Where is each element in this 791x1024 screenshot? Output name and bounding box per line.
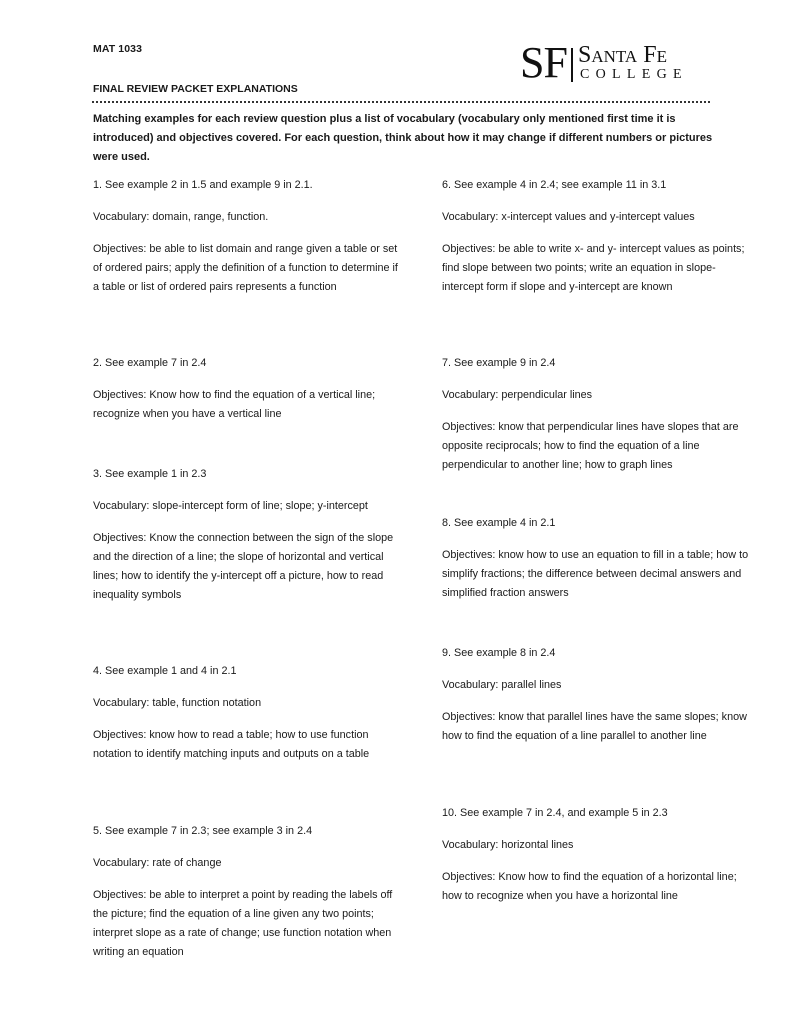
review-item-1 — [93, 176, 403, 310]
item-title: 5. See example 7 in 2.3; see example 3 in 2.4 — [93, 825, 313, 837]
item-objectives: Objectives: know how to read a table; how to use function notation to identify matching inputs and outputs on a table — [93, 729, 370, 760]
item-objectives: Objectives: be able to write x- and y- intercept values as points; find slope between two points; write an equation in slope-intercept form if slope and y-intercept are known — [442, 243, 745, 293]
intro-paragraph: Matching examples for each review question plus a list of vocabulary (vocabulary only mentioned first time it is introduced) and objectives covered. For each question, think about how it may change if different numbers or pictures were used. — [93, 113, 713, 163]
item-title: 10. See example 7 in 2.4, and example 5 in 2.3 — [442, 807, 668, 819]
header-divider — [92, 101, 710, 103]
item-vocabulary: Vocabulary: table, function notation — [93, 697, 262, 709]
item-title: 8. See example 4 in 2.1 — [442, 517, 556, 529]
item-title: 3. See example 1 in 2.3 — [93, 468, 207, 480]
logo-college: COLLEGE — [580, 67, 688, 82]
item-title: 9. See example 8 in 2.4 — [442, 647, 556, 659]
logo-name: SANTA FE — [578, 42, 667, 68]
item-vocabulary: Vocabulary: perpendicular lines — [442, 389, 593, 401]
review-item-6 — [442, 176, 752, 310]
review-item-7 — [442, 354, 752, 488]
item-objectives: Objectives: Know how to find the equation of a horizontal line; how to recognize when you have a horizontal line — [442, 871, 737, 902]
logo-divider — [571, 48, 573, 82]
item-vocabulary: Vocabulary: rate of change — [93, 857, 222, 869]
item-vocabulary: Vocabulary: horizontal lines — [442, 839, 574, 851]
item-title: 2. See example 7 in 2.4 — [93, 357, 207, 369]
review-item-8 — [442, 514, 752, 616]
item-title: 1. See example 2 in 1.5 and example 9 in 2.1. — [93, 179, 313, 191]
item-vocabulary: Vocabulary: slope-intercept form of line; slope; y-intercept — [93, 500, 368, 512]
item-objectives: Objectives: know that parallel lines have the same slopes; know how to find the equation of a line parallel to another line — [442, 711, 747, 742]
item-objectives: Objectives: Know how to find the equation of a vertical line; recognize when you have a vertical line — [93, 389, 376, 420]
item-objectives: Objectives: know how to use an equation to fill in a table; how to simplify fractions; the difference between decimal answers and simplified fraction answers — [442, 549, 749, 599]
item-title: 4. See example 1 and 4 in 2.1 — [93, 665, 237, 677]
item-objectives: Objectives: be able to list domain and range given a table or set of ordered pairs; apply the definition of a function to determine if a table or list of ordered pairs represents a function — [93, 243, 398, 293]
review-item-10 — [442, 804, 752, 919]
course-code: MAT 1033 — [93, 43, 143, 55]
santa-fe-college-logo — [520, 40, 710, 90]
item-vocabulary: Vocabulary: x-intercept values and y-intercept values — [442, 211, 695, 223]
item-objectives: Objectives: Know the connection between the sign of the slope and the direction of a line; the slope of horizontal and vertical lines; how to identify the y-intercept off a picture, how to read inequality symbols — [93, 532, 394, 601]
review-item-3 — [93, 465, 403, 618]
page-title: FINAL REVIEW PACKET EXPLANATIONS — [93, 83, 298, 95]
review-item-5 — [93, 822, 403, 975]
item-title: 7. See example 9 in 2.4 — [442, 357, 556, 369]
item-objectives: Objectives: know that perpendicular lines have slopes that are opposite reciprocals; how to find the equation of a line perpendicular to another line; how to graph lines — [442, 421, 739, 471]
review-item-9 — [442, 644, 752, 759]
logo-monogram: SF — [520, 38, 567, 87]
item-vocabulary: Vocabulary: domain, range, function. — [93, 211, 269, 223]
item-title: 6. See example 4 in 2.4; see example 11 in 3.1 — [442, 179, 667, 191]
review-item-4 — [93, 662, 403, 777]
item-objectives: Objectives: be able to interpret a point by reading the labels off the picture; find the equation of a line given any two points; interpret slope as a rate of change; use function notation when writing an equation — [93, 889, 393, 958]
review-item-2 — [93, 354, 403, 437]
item-vocabulary: Vocabulary: parallel lines — [442, 679, 562, 691]
